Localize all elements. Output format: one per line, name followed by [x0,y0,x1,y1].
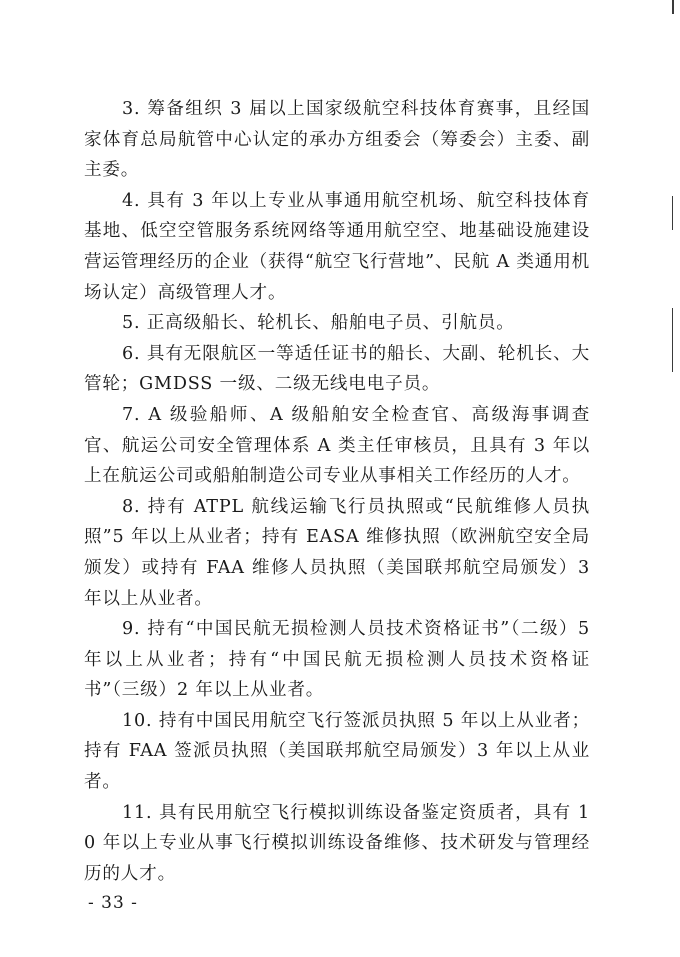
list-item-8: 8. 持有 ATPL 航线运输飞行员执照或“民航维修人员执照”5 年以上从业者；持有 EASA 维修执照（欧洲航空安全局颁发）或持有 FAA 维修人员执照（美国联邦航空局颁发）3 年以上从业者。 [84,496,590,609]
list-item-11: 11. 具有民用航空飞行模拟训练设备鉴定资质者，具有 10 年以上专业从事飞行模拟训练设备维修、技术研发与管理经历的人才。 [84,802,590,884]
scan-edge-mark [672,308,673,372]
scan-edge-mark [672,196,673,230]
page-number: - 33 - [88,893,138,913]
list-item-10: 10. 持有中国民用航空飞行签派员执照 5 年以上从业者；持有 FAA 签派员执照（美国联邦航空局颁发）3 年以上从业者。 [84,710,590,793]
list-item-7: 7. A 级验船师、A 级船舶安全检查官、高级海事调查官、航运公司安全管理体系 A 类主任审核员，且具有 3 年以上在航运公司或船舶制造公司专业从事相关工作经历的人才。 [84,404,590,487]
list-item-4: 4. 具有 3 年以上专业从事通用航空机场、航空科技体育基地、低空空管服务系统网络等通用航空空、地基础设施建设营运管理经历的企业（获得“航空飞行营地”、民航 A 类通用机场认定）高级管理人才。 [84,190,590,303]
list-item-3: 3. 筹备组织 3 届以上国家级航空科技体育赛事，且经国家体育总局航管中心认定的承办方组委会（筹委会）主委、副主委。 [84,99,590,181]
list-item-5: 5. 正高级船长、轮机长、船舶电子员、引航员。 [122,313,515,334]
document-body [84,94,590,889]
list-item-9: 9. 持有“中国民航无损检测人员技术资格证书”（二级）5 年以上从业者；持有“中国民航无损检测人员技术资格证书”（三级）2 年以上从业者。 [84,619,590,701]
list-item-6: 6. 具有无限航区一等适任证书的船长、大副、轮机长、大管轮；GMDSS 一级、二级无线电电子员。 [84,343,590,395]
scan-edge-mark [672,0,674,14]
